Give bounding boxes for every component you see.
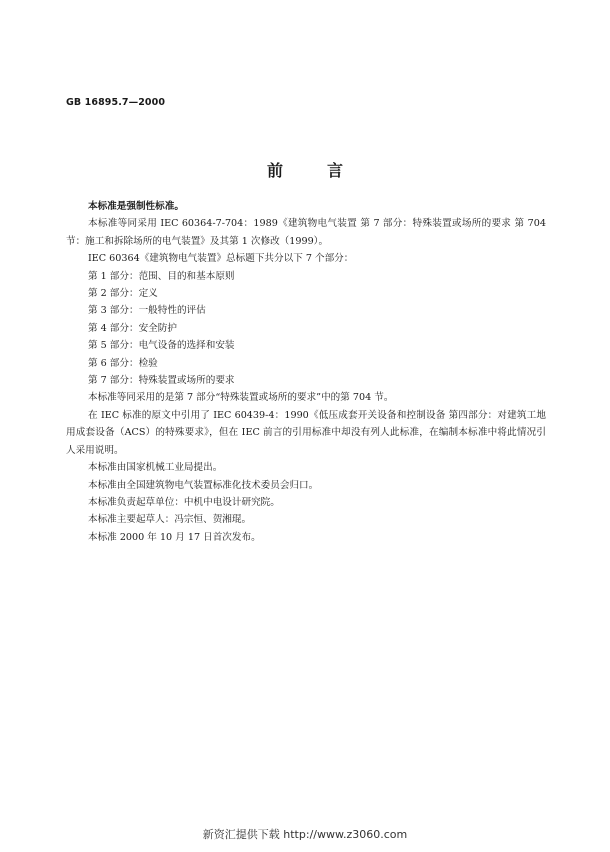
- paragraph-committee: 本标准由全国建筑物电气装置标准化技术委员会归口。: [88, 479, 319, 491]
- list-item-part-5: 第 5 部分：电气设备的选择和安装: [88, 340, 235, 352]
- list-item-part-7: 第 7 部分：特殊装置或场所的要求: [88, 375, 235, 387]
- paragraph-adoption: 本标准等同采用 IEC 60364-7-704：1989《建筑物电气装置 第 7 部分：特殊装置或场所的要求 第 704 节：施工和拆除场所的电气装置》及其第 1 次修改（1999）。: [66, 218, 546, 247]
- paragraph-drafters: 本标准主要起草人：冯宗恒、贺湘琨。: [88, 514, 252, 526]
- list-item-part-4: 第 4 部分：安全防护: [88, 322, 177, 334]
- title-char-2: 言: [327, 161, 344, 180]
- footer-download-note: 新资汇提供下载 http://www.z3060.com: [202, 828, 408, 841]
- list-item-part-1: 第 1 部分：范围、目的和基本原则: [88, 270, 235, 282]
- list-item-part-6: 第 6 部分：检验: [88, 357, 158, 369]
- paragraph-mandatory: 本标准是强制性标准。: [88, 201, 184, 212]
- paragraph-release-date: 本标准 2000 年 10 月 17 日首次发布。: [88, 531, 261, 543]
- standard-code: GB 16895.7—2000: [66, 97, 166, 108]
- document-body: [66, 198, 546, 546]
- paragraph-iec-reference: 在 IEC 标准的原文中引用了 IEC 60439-4：1990《低压成套开关设备和控制设备 第四部分：对建筑工地用成套设备（ACS）的特殊要求》，但在 IEC 前言的引用标准中却没有列人此标准，在编制本标准中将此情况引人采用说明。: [66, 409, 546, 456]
- list-item-part-3: 第 3 部分：一般特性的评估: [88, 305, 206, 317]
- paragraph-section-704: 本标准等同采用的是第 7 部分“特殊装置或场所的要求”中的第 704 节。: [88, 392, 394, 404]
- paragraph-proposer: 本标准由国家机械工业局提出。: [88, 462, 223, 474]
- paragraph-drafting-unit: 本标准负责起草单位：中机中电设计研究院。: [88, 496, 280, 508]
- list-item-part-2: 第 2 部分：定义: [88, 288, 158, 300]
- paragraph-parts-intro: IEC 60364《建筑物电气装置》总标题下共分以下 7 个部分：: [88, 253, 354, 265]
- page-title: [0, 158, 610, 181]
- title-char-1: 前: [266, 161, 283, 180]
